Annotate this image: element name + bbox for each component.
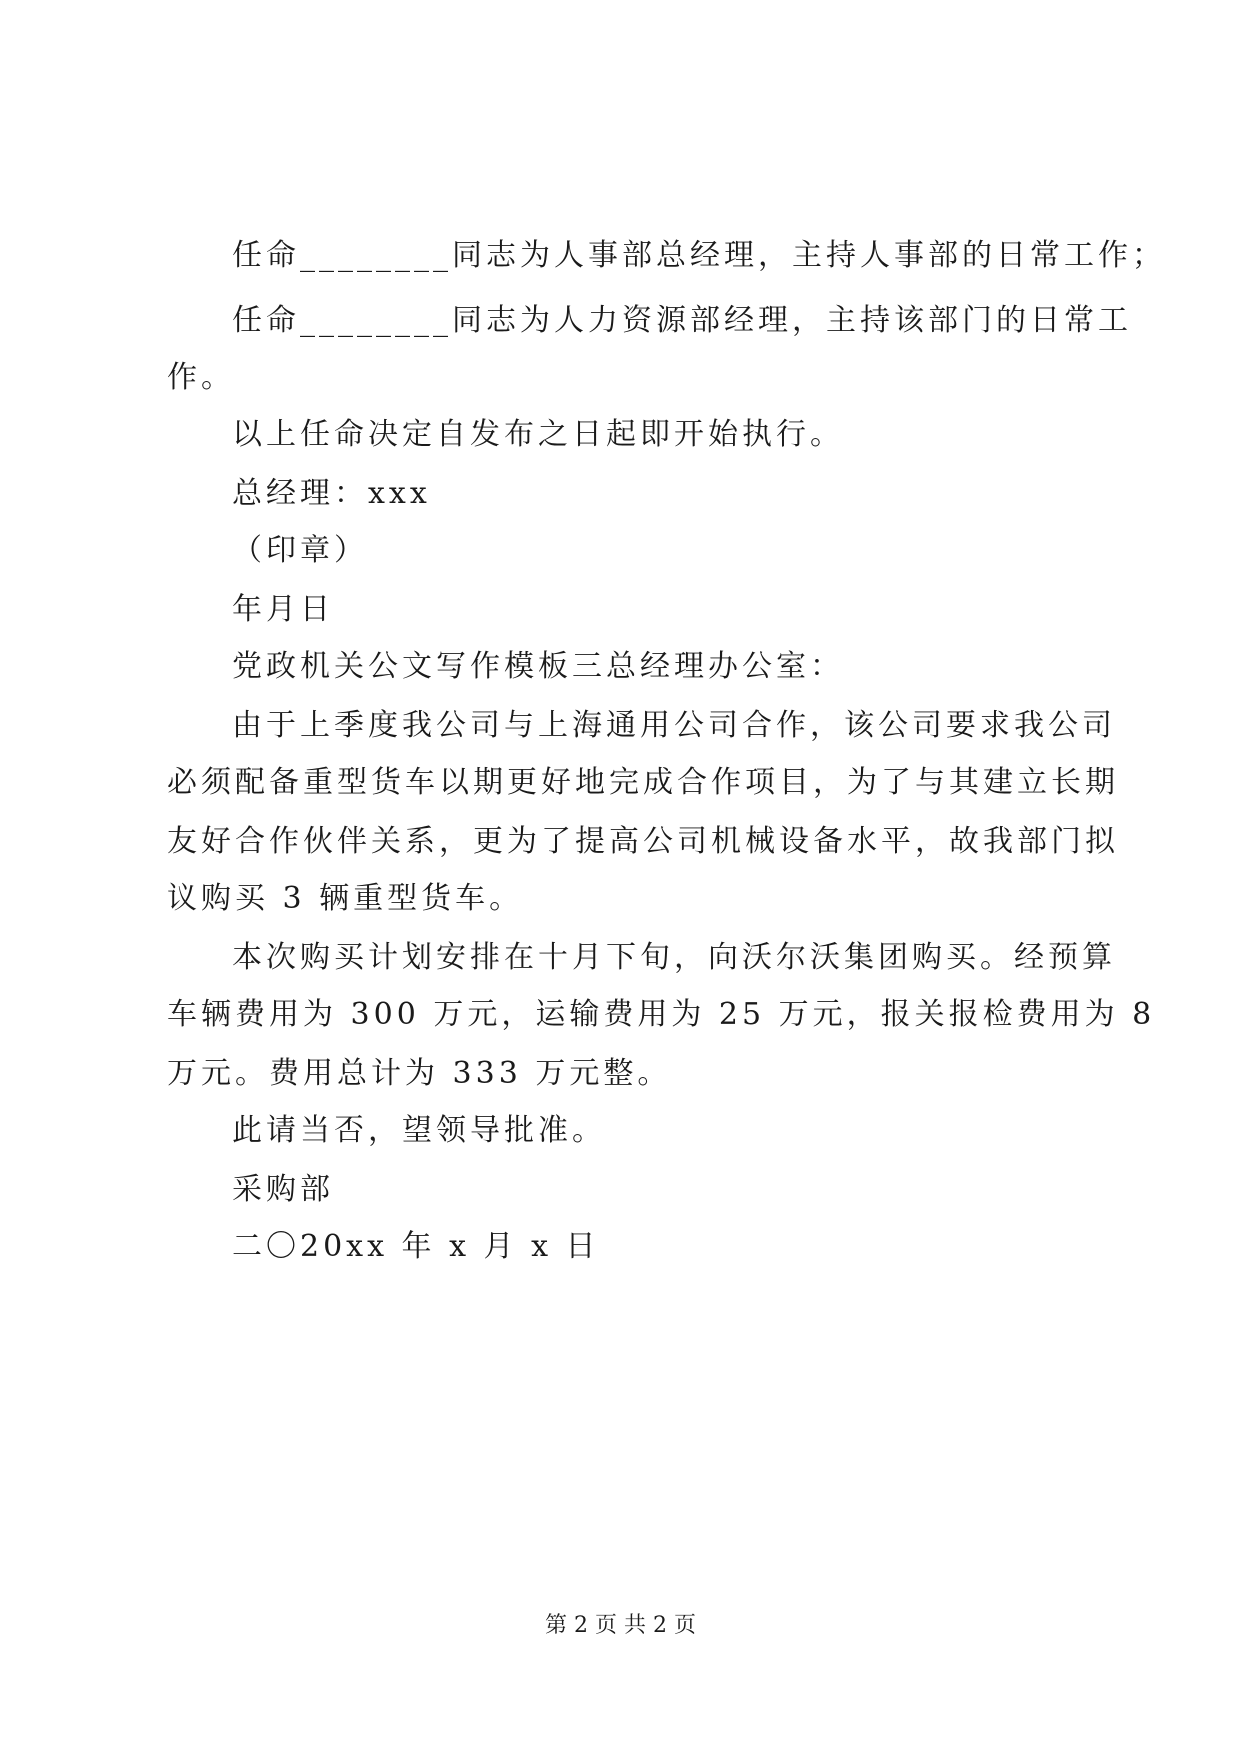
- body-paragraph-1-line-2: 必须配备重型货车以期更好地完成合作项目，为了与其建立长期: [167, 765, 1119, 800]
- page-number-footer: 第 2 页 共 2 页: [545, 1613, 696, 1638]
- body-paragraph-1-line-3: 友好合作伙伴关系，更为了提高公司机械设备水平，故我部门拟: [167, 824, 1119, 859]
- body-paragraph-2-line-1: 本次购买计划安排在十月下旬，向沃尔沃集团购买。经预算: [232, 940, 1116, 975]
- body-paragraph-2-line-3: 万元。费用总计为 333 万元整。: [167, 1056, 672, 1091]
- department-signature: 采购部: [232, 1172, 334, 1207]
- appointment-line-resources-manager: 任命________同志为人力资源部经理，主持该部门的日常工: [232, 303, 1132, 338]
- body-paragraph-1-line-4: 议购买 3 辆重型货车。: [167, 881, 524, 916]
- body-paragraph-1-line-1: 由于上季度我公司与上海通用公司合作，该公司要求我公司: [232, 708, 1116, 743]
- approval-request: 此请当否，望领导批准。: [232, 1113, 606, 1148]
- appointment-line-continuation: 作。: [167, 360, 235, 395]
- seal-placeholder: （印章）: [232, 533, 368, 568]
- body-paragraph-2-line-2: 车辆费用为 300 万元，运输费用为 25 万元，报关报检费用为 8: [167, 997, 1156, 1032]
- appointment-line-hr-manager: 任命________同志为人事部总经理，主持人事部的日常工作；: [232, 238, 1166, 273]
- effective-statement: 以上任命决定自发布之日起即开始执行。: [232, 417, 844, 452]
- document-date: 二〇20xx 年 x 月 x 日: [232, 1229, 600, 1264]
- general-manager-signature: 总经理：xxx: [232, 476, 431, 511]
- template-heading: 党政机关公文写作模板三总经理办公室：: [232, 649, 844, 684]
- date-placeholder: 年月日: [232, 592, 334, 627]
